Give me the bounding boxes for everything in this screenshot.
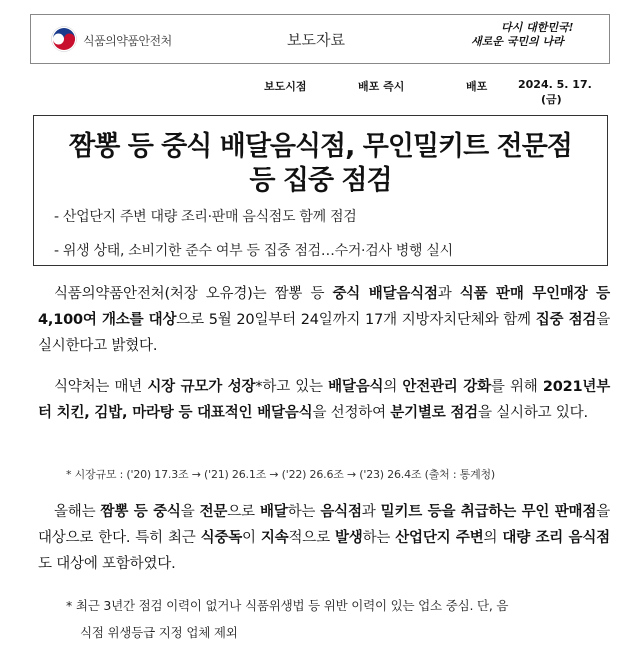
slogan-line-2: 새로운 국민의 나라 <box>471 35 564 48</box>
bold-run: 식품 판매 무인매장 등 4,100여 개소를 대상 <box>38 286 610 328</box>
doc-type: 보도자료 <box>287 31 345 49</box>
title-line-1: 짬뽕 등 중식 배달음식점, 무인밀키트 전문점 <box>69 131 572 162</box>
release-weekday: (금) <box>541 93 562 106</box>
text-run: 하는 <box>287 504 321 520</box>
slogan-line-1: 다시 대한민국! <box>501 21 574 34</box>
text-run: 을 대상으로 한다. 특히 최근 <box>38 504 610 546</box>
bold-run: 안전관리 강화 <box>402 379 491 395</box>
bold-run: 산업단지 주변 <box>395 530 484 546</box>
bold-run: 전문 <box>199 504 228 520</box>
distribution-label: 배포 <box>466 80 488 93</box>
bold-run: 밀키트 등을 취급하는 무인 판매점 <box>380 504 597 520</box>
text-run: *하고 있는 <box>255 379 329 395</box>
text-run: 으로 <box>227 504 260 520</box>
subtitle-2: - 위생 상태, 소비기한 준수 여부 등 집중 점검…수거·검사 병행 실시 <box>54 243 453 259</box>
headline-title <box>34 130 607 198</box>
text-run: 과 <box>437 286 460 302</box>
bold-run: 지속 <box>260 530 289 546</box>
text-run: 도 대상에 포함하였다. <box>38 556 176 572</box>
text-run: 적으로 <box>288 530 335 546</box>
release-date: 2024. 5. 17. <box>518 78 592 91</box>
paragraph-1 <box>38 281 610 359</box>
paragraph-3 <box>38 499 610 577</box>
headline-box <box>33 115 608 266</box>
slogan-logo <box>467 21 587 59</box>
subtitle-1: - 산업단지 주변 대량 조리·판매 음식점도 함께 점검 <box>54 209 357 225</box>
bold-run: 발생 <box>334 530 363 546</box>
text-run: 식약처는 매년 <box>54 379 148 395</box>
bold-run: 대량 조리 음식점 <box>502 530 610 546</box>
release-label: 보도시점 <box>264 80 307 93</box>
bold-run: 2021년부터 치킨, 김밥, 마라탕 등 대표적인 배달음식 <box>38 379 610 421</box>
bold-run: 식중독 <box>200 530 243 546</box>
text-run: 으로 5월 20일부터 24일까지 17개 지방자치단체와 함께 <box>176 312 536 328</box>
header-box <box>30 14 610 64</box>
inspection-target-note <box>66 592 614 646</box>
market-size-note: * 시장규모 : ('20) 17.3조 → ('21) 26.1조 → ('22) 26.6조 → ('23) 26.4조 (출처 : 통계청) <box>66 468 496 481</box>
paragraph-2 <box>38 374 610 426</box>
taegeuk-emblem-icon <box>51 26 77 52</box>
release-value: 배포 즉시 <box>358 80 405 93</box>
text-run: 을 선정하여 <box>312 405 391 421</box>
bold-run: 음식점 <box>320 504 362 520</box>
text-run: 과 <box>361 504 381 520</box>
org-name: 식품의약품안전처 <box>83 34 172 48</box>
bold-run: 배달음식 <box>328 379 384 395</box>
bold-run: 중식 배달음식점 <box>332 286 438 302</box>
text-run: 식품의약품안전처(처장 오유경)는 짬뽕 등 <box>54 286 333 302</box>
text-run: 의 <box>483 530 503 546</box>
text-run: 를 위해 <box>490 379 543 395</box>
text-run: 하는 <box>362 530 396 546</box>
note2-line-1: * 최근 3년간 점검 이력이 없거나 식품위생법 등 위반 이력이 있는 업소 중심. 단, 음 <box>66 598 509 613</box>
note2-line-2: 식점 위생등급 지정 업체 제외 <box>80 625 238 640</box>
text-run: 을 실시한다고 밝혔다. <box>38 312 611 354</box>
bold-run: 배달 <box>259 504 288 520</box>
text-run: 이 <box>242 530 261 546</box>
title-line-2: 등 집중 점검 <box>249 165 392 196</box>
bold-run: 분기별로 점검 <box>390 405 478 421</box>
text-run: 의 <box>383 379 403 395</box>
text-run: 올해는 <box>54 504 101 520</box>
bold-run: 짬뽕 등 중식 <box>100 504 181 520</box>
bold-run: 집중 점검 <box>535 312 597 328</box>
bold-run: 시장 규모가 성장 <box>147 379 256 395</box>
text-run: 을 <box>180 504 200 520</box>
text-run: 을 실시하고 있다. <box>478 405 588 421</box>
